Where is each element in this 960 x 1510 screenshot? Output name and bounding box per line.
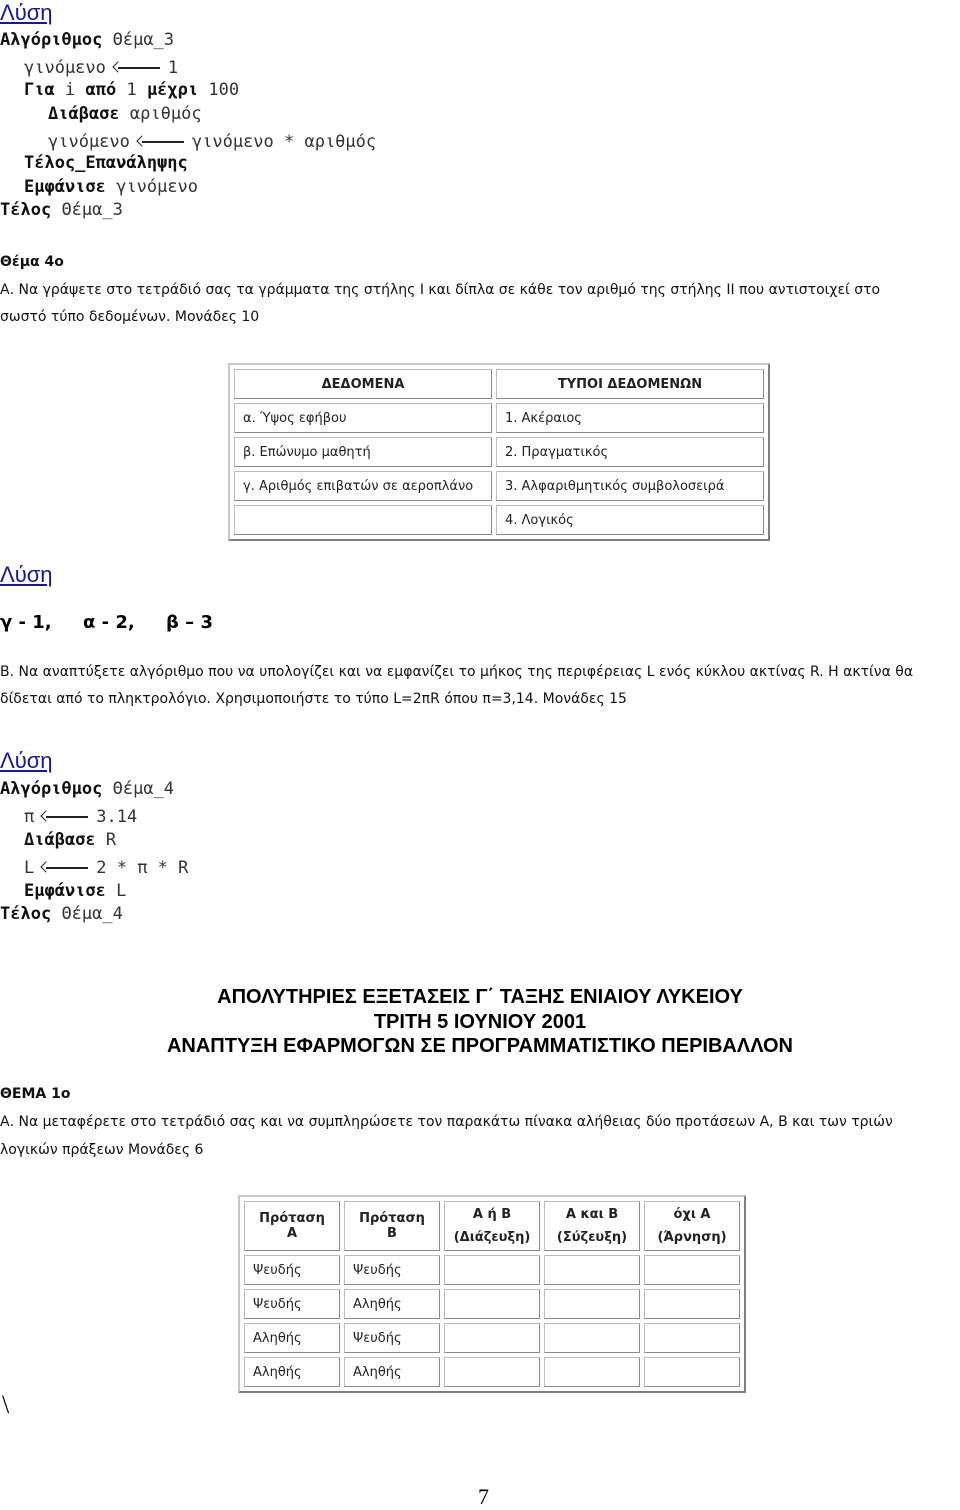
theme4-heading: Θέμα 4ο — [0, 254, 64, 270]
table-cell: β. Επώνυμο μαθητή — [234, 437, 492, 467]
table-row — [234, 403, 764, 433]
exam-title-line-2: ΤΡΙΤΗ 5 ΙΟΥΝΙΟΥ 2001 — [373, 1011, 587, 1033]
assign-arrow-icon — [42, 862, 88, 874]
table-cell: Ψευδής — [344, 1255, 440, 1285]
value: 1 — [126, 80, 137, 100]
table-cell — [444, 1357, 540, 1387]
table-cell: Αληθής — [344, 1357, 440, 1387]
theme4-b-text-2: δίδεται από το πληκτρολόγιο. Χρησιμοποιήστε το τύπο L=2πR όπου π=3,14. Μονάδες 15 — [0, 691, 627, 707]
column-header: ΤΥΠΟΙ ΔΕΔΟΜΕΝΩΝ — [496, 369, 764, 399]
table-cell: α. Ύψος εφήβου — [234, 403, 492, 433]
expression: γινόμενο * αριθμός — [191, 132, 377, 152]
theme4-b-text-1: Β. Να αναπτύξετε αλγόριθμο που να υπολογίζει και να εμφανίζει το μήκος της περιφέρειας L ενός κύκλου ακτίνας R. Η ακτίνα θα — [0, 664, 914, 680]
column-header: ΔΕΔΟΜΕΝΑ — [234, 369, 492, 399]
table-row — [234, 505, 764, 535]
theme4-a-text-2: σωστό τύπο δεδομένων. Μονάδες 10 — [0, 309, 260, 325]
assign-arrow-icon — [42, 811, 88, 823]
keyword: Εμφάνισε — [24, 881, 106, 901]
exam-title-line-1: ΑΠΟΛΥΤΗΡΙΕΣ ΕΞΕΤΑΣΕΙΣ Γ΄ ΤΑΞΗΣ ΕΝΙΑΙΟΥ ΛΥΚΕΙΟΥ — [217, 986, 743, 1008]
algo3-line-6 — [24, 153, 188, 173]
variable: αριθμός — [129, 104, 202, 124]
algo4-line-3 — [24, 830, 116, 850]
theme4-a-text-1: Α. Να γράψετε στο τετράδιό σας τα γράμματα της στήλης Ι και δίπλα σε κάθε τον αριθμό της στήλης ΙΙ που αντιστοιχεί στο — [0, 282, 881, 298]
theme4-a-answer: γ - 1, α - 2, β – 3 — [0, 612, 213, 633]
keyword: Τέλος_Επανάληψης — [24, 153, 188, 173]
algo-name: Θέμα_4 — [61, 904, 123, 924]
solution-heading: Λύση — [0, 0, 53, 25]
column-header: Πρόταση Α — [244, 1201, 340, 1251]
theme1-heading: ΘΕΜΑ 1ο — [0, 1086, 71, 1102]
algo-name: Θέμα_4 — [112, 779, 175, 799]
variable: R — [105, 830, 117, 850]
table-cell: 2. Πραγματικός — [496, 437, 764, 467]
table-row — [244, 1323, 740, 1353]
algo4-line-6 — [0, 904, 123, 924]
algo4-line-5 — [24, 881, 126, 901]
keyword: Για — [24, 80, 55, 100]
keyword: από — [85, 80, 117, 100]
keyword: μέχρι — [146, 80, 199, 100]
column-header: Α ή Β (Διάζευξη) — [444, 1201, 540, 1251]
algo4-line-1 — [0, 779, 174, 799]
table-row — [244, 1255, 740, 1285]
algo3-line-2 — [24, 58, 178, 78]
keyword: Τέλος — [0, 904, 52, 924]
algo3-line-7 — [24, 177, 198, 197]
table-cell: Ψευδής — [244, 1289, 340, 1319]
keyword: Αλγόριθμος — [0, 30, 103, 50]
page-number: 7 — [478, 1484, 489, 1509]
variable: L — [116, 881, 127, 901]
table-row — [234, 369, 764, 399]
column-header: Α και Β (Σύζευξη) — [544, 1201, 640, 1251]
table-cell: Αληθής — [244, 1357, 340, 1387]
table-cell — [544, 1323, 640, 1353]
theme1-a-text-1: Α. Να μεταφέρετε στο τετράδιό σας και να συμπληρώσετε τον παρακάτω πίνακα αλήθειας δύο προτάσεων Α, Β και των τριών — [0, 1114, 893, 1130]
table-cell — [544, 1289, 640, 1319]
exam-title-line-3: ΑΝΑΠΤΥΞΗ ΕΦΑΡΜΟΓΩΝ ΣΕ ΠΡΟΓΡΑΜΜΑΤΙΣΤΙΚΟ ΠΕΡΙΒΑΛΛΟΝ — [166, 1035, 794, 1057]
table-cell: Ψευδής — [244, 1255, 340, 1285]
table-row — [234, 437, 764, 467]
expression: 2 * π * R — [96, 858, 189, 878]
table-cell: 3. Αλφαριθμητικός συμβολοσειρά — [496, 471, 764, 501]
assign-arrow-icon — [114, 62, 160, 74]
table-cell — [444, 1255, 540, 1285]
algo3-line-4 — [48, 104, 202, 124]
table-row — [244, 1289, 740, 1319]
algo3-line-3 — [24, 80, 239, 100]
variable: γινόμενο — [48, 132, 130, 152]
table-cell — [644, 1289, 740, 1319]
variable: π — [24, 807, 35, 827]
algo-name: Θέμα_3 — [112, 30, 175, 50]
table-cell — [644, 1323, 740, 1353]
algo3-line-8 — [0, 200, 123, 220]
table-cell — [444, 1323, 540, 1353]
column-header: Πρόταση Β — [344, 1201, 440, 1251]
algo4-line-2 — [24, 807, 137, 827]
variable: L — [24, 858, 35, 878]
table-cell — [234, 505, 492, 535]
solution-heading: Λύση — [0, 562, 53, 587]
solution-heading: Λύση — [0, 748, 53, 773]
stray-mark: \ — [2, 1390, 10, 1419]
table-cell: 4. Λογικός — [496, 505, 764, 535]
table-cell: Αληθής — [344, 1289, 440, 1319]
value: 3.14 — [96, 807, 138, 827]
truth-table — [238, 1195, 746, 1393]
table-row — [244, 1201, 740, 1251]
keyword: Διάβασε — [48, 104, 120, 124]
table-cell — [544, 1255, 640, 1285]
table-cell: γ. Αριθμός επιβατών σε αεροπλάνο — [234, 471, 492, 501]
table-cell — [444, 1289, 540, 1319]
table-cell — [644, 1255, 740, 1285]
value: 100 — [208, 80, 240, 100]
variable: i — [64, 80, 76, 100]
table-row — [244, 1357, 740, 1387]
keyword: Τέλος — [0, 200, 52, 220]
assign-arrow-icon — [138, 136, 184, 148]
keyword: Αλγόριθμος — [0, 779, 103, 799]
table-row — [234, 471, 764, 501]
column-header: όχι Α (Άρνηση) — [644, 1201, 740, 1251]
table-cell: 1. Ακέραιος — [496, 403, 764, 433]
algo4-line-4 — [24, 858, 188, 878]
table-cell — [544, 1357, 640, 1387]
algo-name: Θέμα_3 — [61, 200, 123, 220]
theme1-a-text-2: λογικών πράξεων Μονάδες 6 — [0, 1142, 204, 1158]
data-types-table — [228, 363, 770, 541]
table-cell: Αληθής — [244, 1323, 340, 1353]
variable: γινόμενο — [24, 58, 106, 78]
algo3-line-1 — [0, 30, 174, 50]
algo3-line-5 — [48, 132, 376, 152]
keyword: Διάβασε — [24, 830, 96, 850]
table-cell — [644, 1357, 740, 1387]
keyword: Εμφάνισε — [24, 177, 106, 197]
value: 1 — [167, 58, 179, 78]
variable: γινόμενο — [116, 177, 199, 197]
table-cell: Ψευδής — [344, 1323, 440, 1353]
